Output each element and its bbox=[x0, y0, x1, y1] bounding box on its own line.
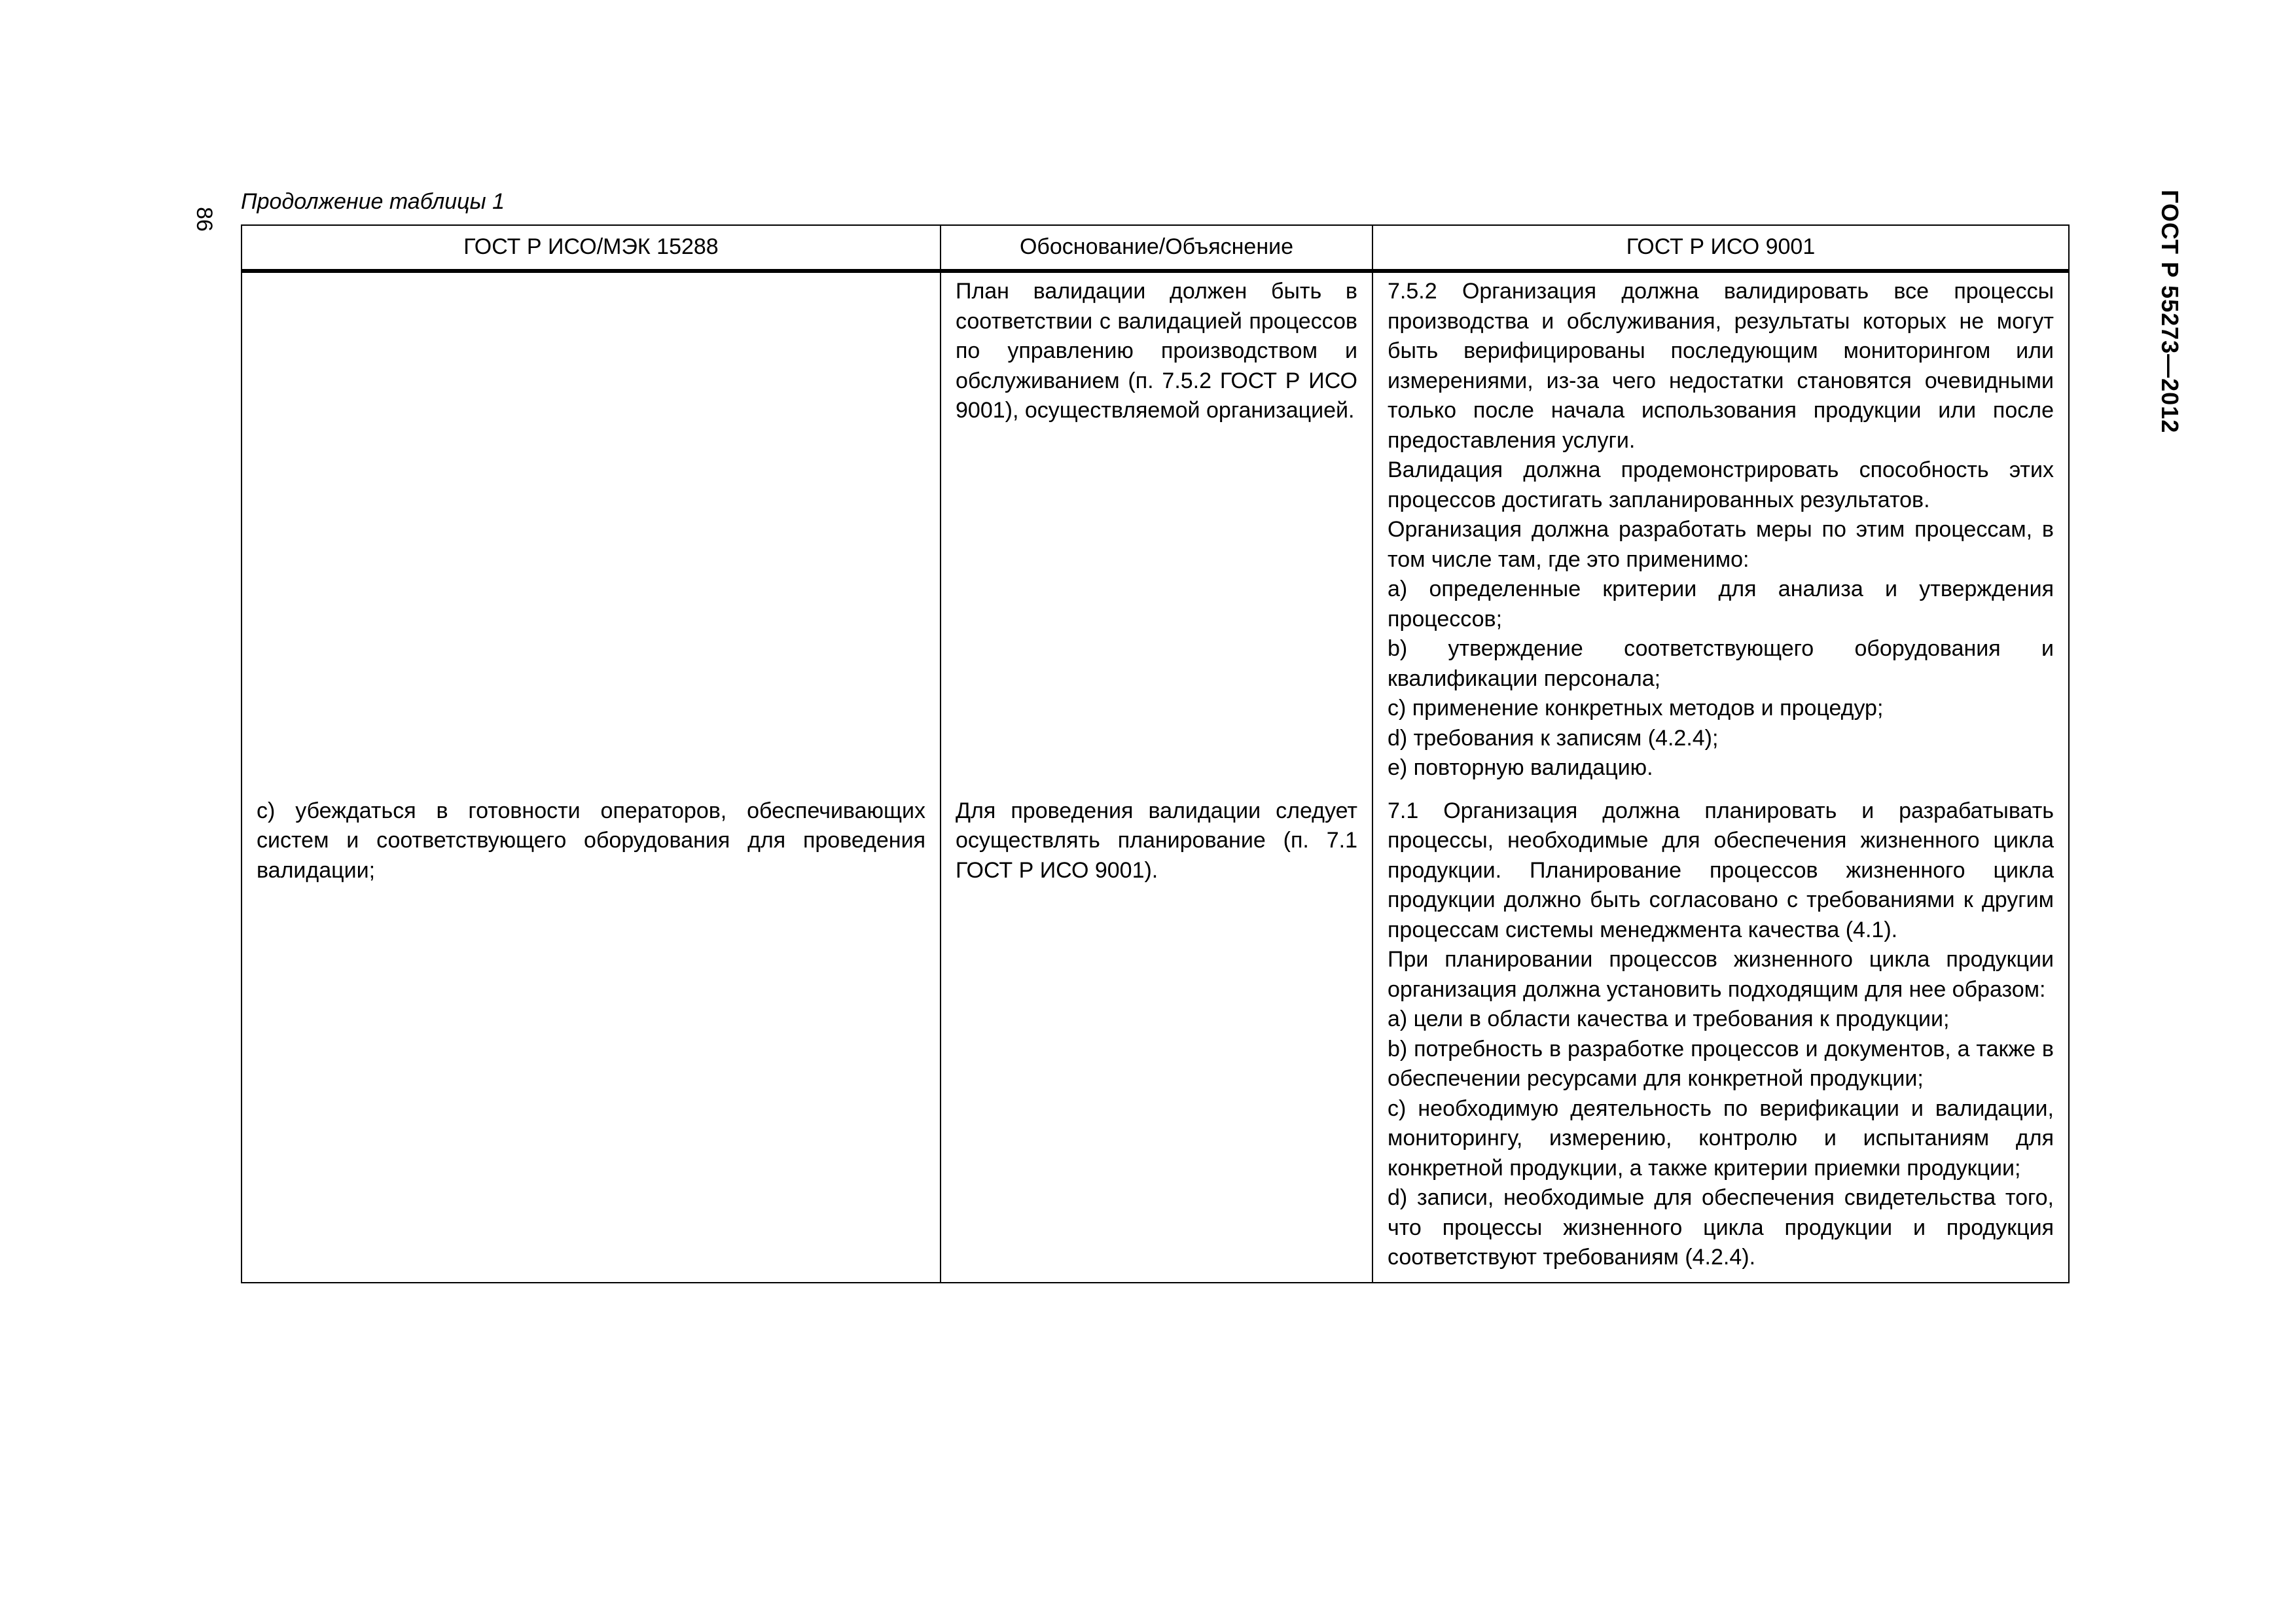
list-item: d) требования к записям (4.2.4); bbox=[1388, 725, 1719, 751]
cell-9001 bbox=[1372, 793, 2069, 1283]
list-item: c) применение конкретных методов и процедур; bbox=[1388, 696, 1884, 721]
cell-paragraph: 7.5.2 Организация должна валидировать все процессы производства и обслуживания, результаты которых не могут быть верифицированы последующим мониторингом или измерениями, из-за чего недостатки становятся очевидными только после начала использования продукции или после предоставления услуги. bbox=[1388, 279, 2054, 453]
list-item: b) потребность в разработке процессов и документов, а также в обеспечении ресурсами для конкретной продукции; bbox=[1388, 1036, 2054, 1091]
cell-paragraph: При планировании процессов жизненного цикла продукции организация должна установить подходящим для нее образом: bbox=[1388, 947, 2054, 1002]
cell-paragraph: Для проведения валидации следует осуществлять планирование (п. 7.1 ГОСТ Р ИСО 9001). bbox=[956, 798, 1357, 883]
list-item: e) повторную валидацию. bbox=[1388, 755, 1653, 780]
cell-9001 bbox=[1372, 271, 2069, 793]
cell-paragraph: с) убеждаться в готовности операторов, обеспечивающих систем и соответствующего оборудования для проведения валидации; bbox=[257, 798, 925, 883]
cell-paragraph: Организация должна разработать меры по этим процессам, в том числе там, где это применимо: bbox=[1388, 517, 2054, 572]
list-item: a) цели в области качества и требования к продукции; bbox=[1388, 1007, 1950, 1031]
cell-15288 bbox=[242, 793, 941, 1283]
header-gost-iso-9001: ГОСТ Р ИСО 9001 bbox=[1372, 225, 2069, 271]
list-item: c) необходимую деятельность по верификации и валидации, мониторингу, измерению, контролю и испытаниям для конкретной продукции, а также критерии приемки продукции; bbox=[1388, 1096, 2054, 1181]
table-caption: Продолжение таблицы 1 bbox=[241, 189, 505, 214]
table-header-row bbox=[242, 225, 2069, 271]
list-item: b) утверждение соответствующего оборудования и квалификации персонала; bbox=[1388, 636, 2054, 691]
comparison-table bbox=[241, 224, 2070, 1283]
cell-15288 bbox=[242, 271, 941, 793]
page-number: 86 bbox=[192, 207, 217, 232]
list-item: d) записи, необходимые для обеспечения свидетельства того, что процессы жизненного цикла продукции и продукция соответствуют требованиям (4.2.4). bbox=[1388, 1185, 2054, 1270]
table-row bbox=[242, 793, 2069, 1283]
list-item: a) определенные критерии для анализа и утверждения процессов; bbox=[1388, 577, 2054, 632]
cell-justification bbox=[941, 271, 1372, 793]
cell-paragraph: 7.1 Организация должна планировать и разрабатывать процессы, необходимые для обеспечения жизненного цикла продукции. Планирование процессов жизненного цикла продукции должно быть согласовано с требованиями к другим процессам системы менеджмента качества (4.1). bbox=[1388, 798, 2054, 942]
document-code: ГОСТ Р 55273—2012 bbox=[2157, 190, 2183, 434]
table-row bbox=[242, 271, 2069, 793]
header-gost-iso-iec-15288: ГОСТ Р ИСО/МЭК 15288 bbox=[242, 225, 941, 271]
header-justification: Обоснование/Объяснение bbox=[941, 225, 1372, 271]
cell-justification bbox=[941, 793, 1372, 1283]
cell-paragraph: Валидация должна продемонстрировать способность этих процессов достигать запланированных результатов. bbox=[1388, 457, 2054, 512]
cell-paragraph: План валидации должен быть в соответствии с валидацией процессов по управлению производством и обслуживанием (п. 7.5.2 ГОСТ Р ИСО 9001), осуществляемой организацией. bbox=[956, 279, 1357, 423]
running-head bbox=[2153, 190, 2186, 478]
